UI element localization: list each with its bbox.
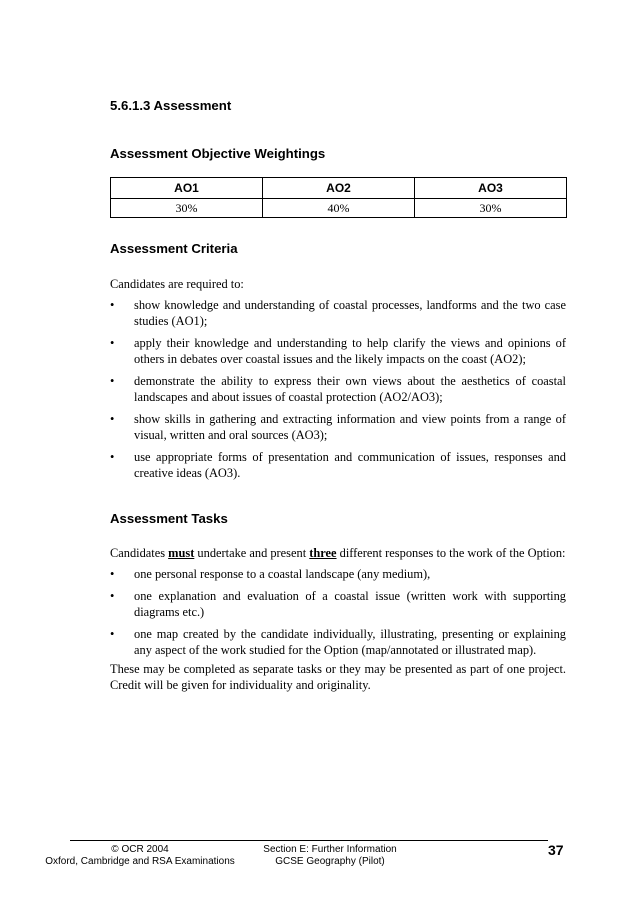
tasks-closing: These may be completed as separate tasks or they may be presented as part of one project. Credit will be given for individuality and originality.	[110, 662, 566, 692]
column-header-ao3: AO3	[415, 178, 567, 199]
weightings-header-row	[111, 178, 567, 199]
tasks-intro	[110, 545, 566, 561]
bullet-icon: •	[110, 567, 115, 581]
criteria-list	[110, 297, 566, 487]
emphasis-three: three	[309, 546, 337, 560]
weighting-ao1: 30%	[111, 199, 263, 218]
criteria-item-text: show knowledge and understanding of coastal processes, landforms and the two case studies (AO1);	[134, 298, 566, 328]
tasks-item-text: one personal response to a coastal landscape (any medium),	[134, 567, 431, 581]
tasks-item-text: one map created by the candidate individually, illustrating, presenting or explaining any aspect of the work studied for the Option (map/annotated or illustrated map).	[134, 627, 566, 657]
bullet-icon: •	[110, 450, 115, 464]
criteria-item	[110, 297, 566, 329]
tasks-list	[110, 566, 566, 664]
weighting-ao3: 30%	[415, 199, 567, 218]
tasks-item	[110, 588, 566, 620]
criteria-item-text: apply their knowledge and understanding to help clarify the views and opinions of others in debates over coastal issues and the likely impacts on the coast (AO2);	[134, 336, 566, 366]
criteria-intro: Candidates are required to:	[110, 277, 244, 291]
footer-center	[245, 844, 415, 868]
footer-divider	[70, 840, 548, 841]
bullet-icon: •	[110, 627, 115, 641]
criteria-item-text: show skills in gathering and extracting information and view points from a range of visual, written and oral sources (AO3);	[134, 412, 566, 442]
section-heading: 5.6.1.3 Assessment	[110, 98, 232, 113]
weightings-value-row	[111, 199, 567, 218]
tasks-intro-text-2: undertake and present	[194, 546, 310, 560]
criteria-item-text: demonstrate the ability to express their own views about the aesthetics of coastal landscapes and about issues of coastal protection (AO2/AO3);	[134, 374, 566, 404]
footer-section: Section E: Further Information	[263, 844, 397, 855]
column-header-ao2: AO2	[263, 178, 415, 199]
footer-copyright: © OCR 2004	[111, 844, 169, 855]
criteria-item	[110, 373, 566, 405]
criteria-heading: Assessment Criteria	[110, 241, 238, 256]
footer-document: GCSE Geography (Pilot)	[275, 856, 385, 867]
criteria-item	[110, 449, 566, 481]
tasks-item-text: one explanation and evaluation of a coastal issue (written work with supporting diagrams etc.)	[134, 589, 566, 619]
footer-publisher: Oxford, Cambridge and RSA Examinations	[45, 856, 235, 867]
bullet-icon: •	[110, 374, 115, 388]
bullet-icon: •	[110, 412, 115, 426]
tasks-intro-text-3: different responses to the work of the Option:	[336, 546, 566, 560]
bullet-icon: •	[110, 336, 115, 350]
tasks-intro-text-1: Candidates	[110, 546, 169, 560]
criteria-item	[110, 335, 566, 367]
tasks-heading: Assessment Tasks	[110, 511, 228, 526]
bullet-icon: •	[110, 298, 115, 312]
bullet-icon: •	[110, 589, 115, 603]
footer-left	[40, 844, 240, 868]
criteria-item-text: use appropriate forms of presentation and communication of issues, responses and creative ideas (AO3).	[134, 450, 566, 480]
criteria-item	[110, 411, 566, 443]
column-header-ao1: AO1	[111, 178, 263, 199]
emphasis-must: must	[168, 546, 195, 560]
weighting-ao2: 40%	[263, 199, 415, 218]
weightings-heading: Assessment Objective Weightings	[110, 146, 326, 161]
tasks-item	[110, 566, 566, 582]
tasks-item	[110, 626, 566, 658]
weightings-table	[110, 177, 567, 218]
page-number: 37	[548, 842, 564, 858]
